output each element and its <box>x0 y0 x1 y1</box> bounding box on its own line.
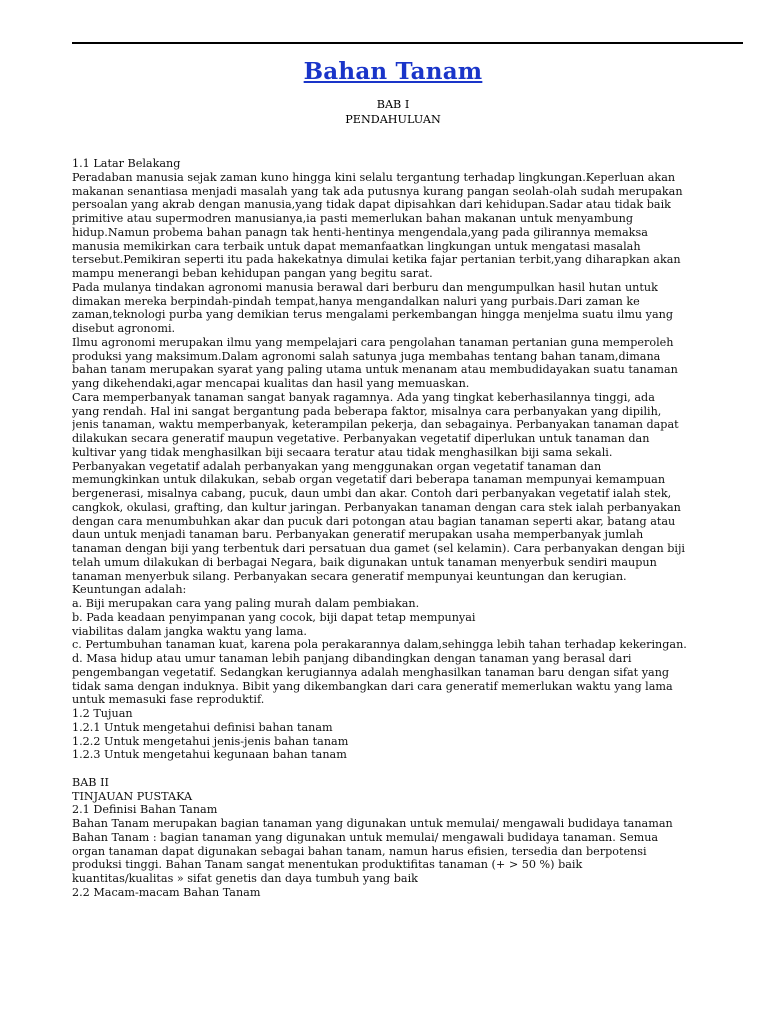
text-line: 1.1 Latar Belakang <box>72 157 181 170</box>
text-line: persoalan yang akrab dengan manusia,yang tidak dapat dipisahkan dari kehidupan.Sadar atau tidak baik <box>72 198 671 212</box>
text-line: dengan cara menumbuhkan akar dan pucuk dari potongan atau bagian tanaman seperti akar, batang atau <box>72 514 676 528</box>
chapter-title: PENDAHULUAN <box>345 113 441 126</box>
text-line: yang dikehendaki,agar mencapai kualitas dan hasil yang memuaskan. <box>72 377 470 390</box>
text-line: 1.2.3 Untuk mengetahui kegunaan bahan tanam <box>72 748 347 762</box>
text-line: bergenerasi, misalnya cabang, pucuk, daun umbi dan akar. Contoh dari perbanyakan vegetatif ialah stek, <box>72 487 672 500</box>
text-line: a. Biji merupakan cara yang paling murah dalam pembiakan. <box>72 597 420 610</box>
text-line: makanan senantiasa menjadi masalah yang tak ada putusnya kurang pangan seolah-olah sudah merupakan <box>72 184 683 198</box>
text-line: disebut agronomi. <box>72 322 176 335</box>
text-line: Ilmu agronomi merupakan ilmu yang mempelajari cara pengolahan tanaman pertanian guna memperoleh <box>72 335 674 349</box>
text-line: Bahan Tanam : bagian tanaman yang digunakan untuk memulai/ mengawali budidaya tanaman. Semua <box>72 830 659 844</box>
text-line: jenis tanaman, waktu memperbanyak, keterampilan pekerja, dan sebagainya. Perbanyakan tanaman dapat <box>72 418 679 432</box>
text-line: kultivar yang tidak menghasilkan biji secaara teratur atau tidak menghasilkan biji sama sekali. <box>72 445 613 459</box>
text-line: zaman,teknologi purba yang demikian terus mengalami perkembangan hingga menjelma suatu ilmu yang <box>72 308 674 322</box>
text-line: pengembangan vegetatif. Sedangkan kerugiannya adalah menghasilkan tanaman baru dengan sifat yang <box>72 665 670 679</box>
text-line: TINJAUAN PUSTAKA <box>72 789 193 803</box>
text-line: hidup.Namun probema bahan panagn tak henti-hentinya mengendala,yang pada gilirannya memaksa <box>72 225 648 239</box>
text-line: c. Pertumbuhan tanaman kuat, karena pola perakarannya dalam,sehingga lebih tahan terhadap kekeringan. <box>72 638 687 652</box>
text-line: mampu menerangi beban kehidupan pangan yang begitu sarat. <box>72 267 433 280</box>
text-line: BAB II <box>72 775 109 789</box>
text-line: d. Masa hidup atau umur tanaman lebih panjang dibandingkan dengan tanaman yang berasal dari <box>72 652 632 665</box>
text-line: primitive atau supermodren manusianya,ia pasti memerlukan bahan makanan untuk menyambung <box>72 212 634 225</box>
text-line: yang rendah. Hal ini sangat bergantung pada beberapa faktor, misalnya cara perbanyakan yang dipilih, <box>72 404 662 418</box>
text-line: 2.1 Definisi Bahan Tanam <box>72 803 218 817</box>
text-line: tersebut.Pemikiran seperti itu pada hakekatnya dimulai ketika fajar pertanian terbit,yang diharapkan akan <box>72 253 681 267</box>
text-line: telah umum dilakukan di berbagai Negara, baik digunakan untuk tanaman menyerbuk sendiri maupun <box>72 555 657 569</box>
text-line: Bahan Tanam merupakan bagian tanaman yang digunakan untuk memulai/ mengawali budidaya tanaman <box>72 817 673 830</box>
text-line: manusia memikirkan cara terbaik untuk dapat memanfaatkan lingkungan untuk mengatasi masalah <box>72 239 641 253</box>
text-line: 2.2 Macam-macam Bahan Tanam <box>72 885 261 899</box>
text-line: untuk memasuki fase reproduktif. <box>72 693 265 707</box>
text-line: dilakukan secara generatif maupun vegetative. Perbanyakan vegetatif diperlukan untuk tanaman dan <box>72 432 650 445</box>
blank-line <box>72 762 748 776</box>
text-line: dimakan mereka berpindah-pindah tempat,hanya mengandalkan naluri yang purbais.Dari zaman ke <box>72 294 640 308</box>
text-line: Cara memperbanyak tanaman sangat banyak ragamnya. Ada yang tingkat keberhasilannya tinggi, ada <box>72 390 655 404</box>
text-line: organ tanaman dapat digunakan sebagai bahan tanam, namun harus efisien, tersedia dan berpotensi <box>72 844 647 858</box>
chapter-label: BAB I <box>376 98 410 111</box>
text-line: b. Pada keadaan penyimpanan yang cocok, biji dapat tetap mempunyai <box>72 610 476 624</box>
text-line: Pada mulanya tindakan agronomi manusia berawal dari berburu dan mengumpulkan hasil hutan untuk <box>72 280 658 294</box>
text-line: tanaman menyerbuk silang. Perbanyakan secara generatif mempunyai keuntungan dan kerugian. <box>72 569 627 583</box>
text-line: 1.2.2 Untuk mengetahui jenis-jenis bahan tanam <box>72 734 349 748</box>
text-line: kuantitas/kualitas » sifat genetis dan daya tumbuh yang baik <box>72 872 418 885</box>
text-line: bahan tanam merupakan syarat yang paling utama untuk menanam atau membudidayakan suatu tanaman <box>72 363 678 377</box>
document-body <box>72 157 748 900</box>
text-line: tanaman dengan biji yang terbentuk dari persatuan dua gamet (sel kelamin). Cara perbanyakan dengan biji <box>72 542 686 555</box>
text-line: 1.2 Tujuan <box>72 707 133 720</box>
text-line: tidak sama dengan induknya. Bibit yang dikembangkan dari cara generatif memerlukan waktu yang lama <box>72 679 673 693</box>
text-line: viabilitas dalam jangka waktu yang lama. <box>72 624 307 638</box>
text-line: produksi yang maksimum.Dalam agronomi salah satunya juga membahas tentang bahan tanam,dimana <box>72 349 661 363</box>
document-title-link[interactable]: Bahan Tanam <box>303 58 483 85</box>
text-line: produksi tinggi. Bahan Tanam sangat menentukan produktifitas tanaman (+ > 50 %) baik <box>72 858 583 872</box>
text-line: daun untuk menjadi tanaman baru. Perbanyakan generatif merupakan usaha memperbanyak jumlah <box>72 528 644 542</box>
text-line: 1.2.1 Untuk mengetahui definisi bahan tanam <box>72 720 333 734</box>
text-line: cangkok, okulasi, grafting, dan kultur jaringan. Perbanyakan tanaman dengan cara stek ialah perbanyakan <box>72 500 681 514</box>
text-line: Keuntungan adalah: <box>72 583 187 597</box>
text-line: Peradaban manusia sejak zaman kuno hingga kini selalu tergantung terhadap lingkungan.Keperluan akan <box>72 170 676 184</box>
text-line: Perbanyakan vegetatif adalah perbanyakan yang menggunakan organ vegetatif tanaman dan <box>72 459 602 473</box>
text-line: memungkinkan untuk dilakukan, sebab organ vegetatif dari beberapa tanaman mempunyai kemampuan <box>72 473 666 487</box>
top-rule <box>72 42 743 44</box>
